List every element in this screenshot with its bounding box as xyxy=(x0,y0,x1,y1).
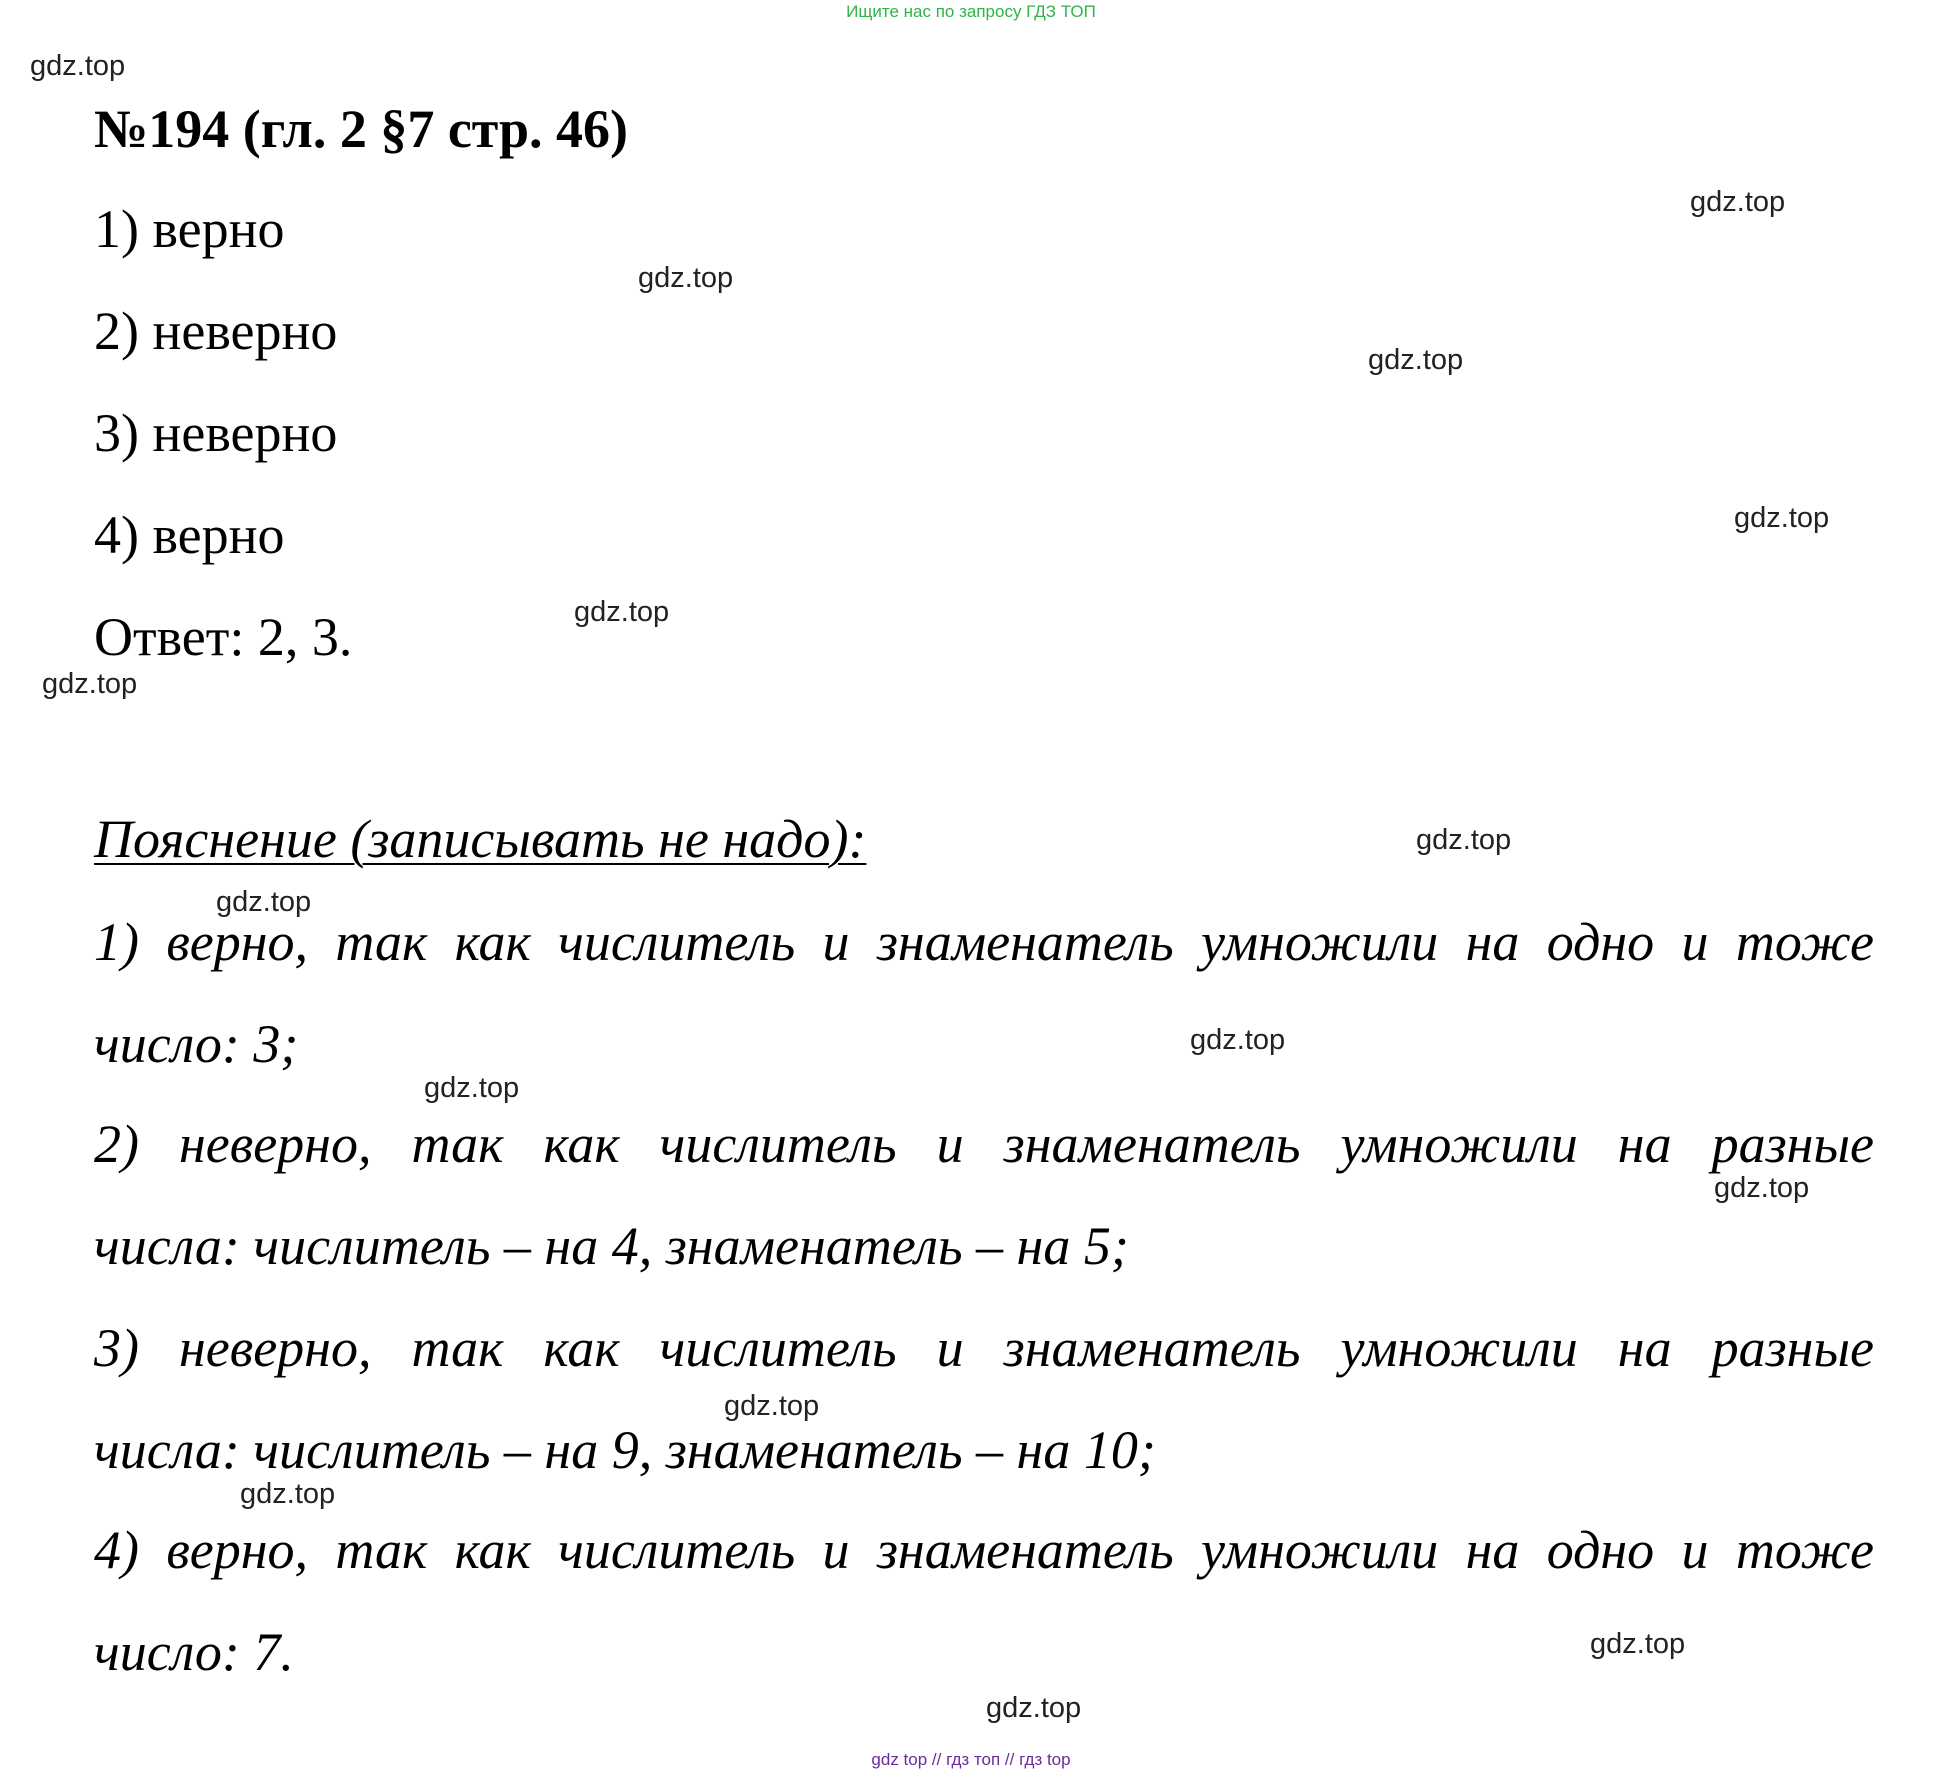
watermark: gdz.top xyxy=(1690,186,1786,218)
explanation-line: числа: числитель – на 9, знаменатель – на 10; xyxy=(94,1420,1156,1480)
watermark: gdz.top xyxy=(240,1478,336,1510)
watermark: gdz.top xyxy=(638,262,734,294)
explanation-line: 2) неверно, так как числитель и знаменатель умножили на разные xyxy=(94,1114,1874,1174)
watermark: gdz.top xyxy=(724,1390,820,1422)
explanation-line: число: 3; xyxy=(94,1014,299,1074)
watermark: gdz.top xyxy=(1590,1628,1686,1660)
top-banner: Ищите нас по запросу ГДЗ ТОП xyxy=(846,2,1096,21)
footer-links[interactable]: gdz top // гдз топ // гдз top xyxy=(871,1750,1071,1769)
watermark: gdz.top xyxy=(574,596,670,628)
watermark: gdz.top xyxy=(1734,502,1830,534)
answer-item-4: 4) верно xyxy=(94,505,285,565)
explanation-line: числа: числитель – на 4, знаменатель – на 5; xyxy=(94,1216,1129,1276)
watermark: gdz.top xyxy=(1416,824,1512,856)
explanation-line: число: 7. xyxy=(94,1622,294,1682)
watermark: gdz.top xyxy=(986,1692,1082,1724)
watermark: gdz.top xyxy=(424,1072,520,1104)
final-answer: Ответ: 2, 3. xyxy=(94,607,353,667)
answer-item-3: 3) неверно xyxy=(94,403,338,463)
watermark: gdz.top xyxy=(30,50,126,82)
explanation-line: 3) неверно, так как числитель и знаменатель умножили на разные xyxy=(94,1318,1874,1378)
watermark: gdz.top xyxy=(1714,1172,1810,1204)
answer-item-1: 1) верно xyxy=(94,199,285,259)
page-title: №194 (гл. 2 §7 стр. 46) xyxy=(94,99,628,159)
watermark: gdz.top xyxy=(1368,344,1464,376)
watermark: gdz.top xyxy=(216,886,312,918)
explanation-heading: Пояснение (записывать не надо): xyxy=(94,809,867,869)
watermark: gdz.top xyxy=(1190,1024,1286,1056)
explanation-line: 4) верно, так как числитель и знаменатель умножили на одно и тоже xyxy=(94,1520,1874,1580)
watermark: gdz.top xyxy=(42,668,138,700)
answer-item-2: 2) неверно xyxy=(94,301,338,361)
explanation-line: 1) верно, так как числитель и знаменатель умножили на одно и тоже xyxy=(94,912,1874,972)
